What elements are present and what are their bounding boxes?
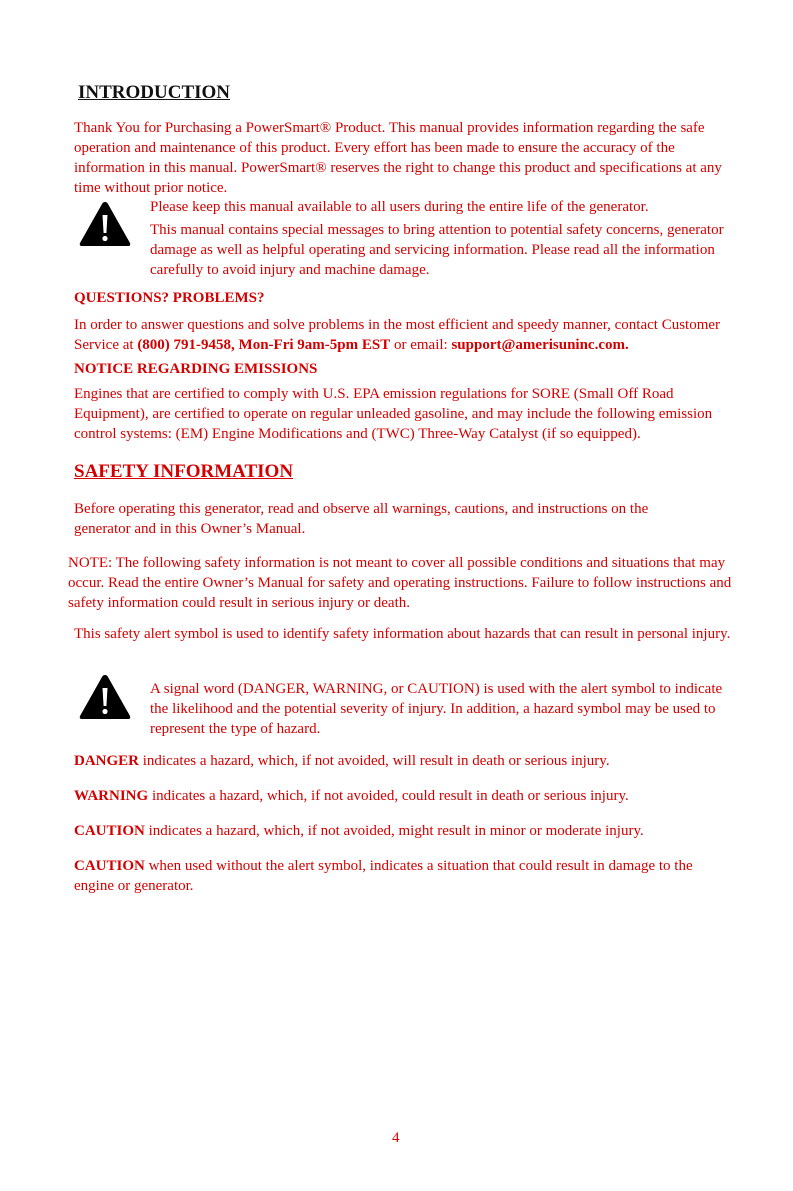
danger-text: indicates a hazard, which, if not avoided, will result in death or serious injury. xyxy=(139,753,610,769)
emissions-heading: NOTICE REGARDING EMISSIONS xyxy=(74,361,318,377)
intro-paragraph: Thank You for Purchasing a PowerSmart® Product. This manual provides information regarding the safe operation and maintenance of this product. Every effort has been made to ensure the accuracy of the information in this manual. PowerSmart® reserves the right to change this product and specifications at any time without prior notice. xyxy=(74,120,722,196)
caution2-word: CAUTION xyxy=(74,858,145,874)
warning-triangle-icon xyxy=(78,673,132,721)
safety-note: NOTE: The following safety information is not meant to cover all possible conditions and situations that may occur. Read the entire Owner’s Manual for safety and operating instructions. Failure to follow instructions and safety information could result in serious injury or death. xyxy=(68,555,732,611)
signal-word-text: A signal word (DANGER, WARNING, or CAUTION) is used with the alert symbol to indicate the likelihood and the potential severity of injury. In addition, a hazard symbol may be used to represent the type of hazard. xyxy=(150,681,723,737)
caution2-definition xyxy=(74,856,734,896)
warning-definition xyxy=(74,786,734,806)
danger-word: DANGER xyxy=(74,753,140,769)
intro-note-line2 xyxy=(150,220,728,280)
page-number: 4 xyxy=(392,1130,400,1146)
caution-word: CAUTION xyxy=(74,823,145,839)
intro-heading: INTRODUCTION xyxy=(78,82,231,103)
warning-word: WARNING xyxy=(74,788,149,804)
questions-paragraph xyxy=(74,315,734,355)
questions-text: In order to answer questions and solve problems in the most efficient and speedy manner, contact Customer Service at xyxy=(74,317,721,353)
warning-triangle-icon xyxy=(78,200,132,248)
phone-number: (800) 791-9458, Mon-Fri 9am-5pm EST xyxy=(137,337,391,353)
safety-para2: This safety alert symbol is used to identify safety information about hazards that can result in personal injury. xyxy=(74,626,731,642)
questions-heading: QUESTIONS? PROBLEMS? xyxy=(74,290,265,306)
emissions-paragraph: Engines that are certified to comply with U.S. EPA emission regulations for SORE (Small Off Road Equipment), are certified to operate on regular unleaded gasoline, and may include the following emission control systems: (EM) Engine Modifications and (TWC) Three-Way Catalyst (if so equipped). xyxy=(74,386,713,442)
questions-text-mid: or email: xyxy=(390,337,452,353)
caution-definition xyxy=(74,821,734,841)
caution2-text: when used without the alert symbol, indicates a situation that could result in damage to the engine or generator. xyxy=(74,858,693,894)
safety-para1: Before operating this generator, read and observe all warnings, cautions, and instructions on the generator and in this Owner’s Manual. xyxy=(74,501,649,537)
danger-definition xyxy=(74,751,734,771)
warning-text: indicates a hazard, which, if not avoided, could result in death or serious injury. xyxy=(148,788,629,804)
safety-heading: SAFETY INFORMATION xyxy=(74,461,294,482)
caution-text: indicates a hazard, which, if not avoided, might result in minor or moderate injury. xyxy=(144,823,644,839)
intro-note-line1: Please keep this manual available to all users during the entire life of the generator. xyxy=(150,199,649,215)
intro-note-text: This manual contains special messages to bring attention to potential safety concerns, generator damage as well as helpful operating and servicing information. Please read all the information carefully to avoid injury and machine damage. xyxy=(150,222,724,278)
support-email: support@amerisuninc.com. xyxy=(451,337,629,353)
